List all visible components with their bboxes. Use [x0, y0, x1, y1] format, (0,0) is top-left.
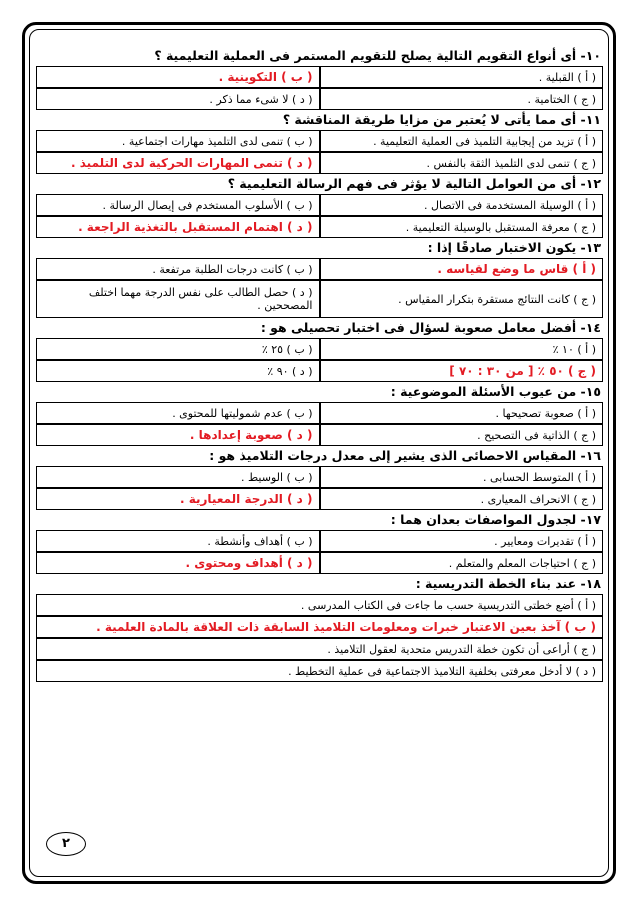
q13-option-a-answer: ( أ ) قاس ما وضع لقياسه . — [320, 258, 604, 280]
q16-option-a: ( أ ) المتوسط الحسابى . — [320, 466, 604, 488]
q17-option-b: ( ب ) أهداف وأنشطة . — [36, 530, 320, 552]
q10-option-d: ( د ) لا شىء مما ذكر . — [36, 88, 320, 110]
question-15-heading: ١٥- من عيوب الأسئلة الموضوعية : — [390, 384, 601, 399]
q15-option-b: ( ب ) عدم شموليتها للمحتوى . — [36, 402, 320, 424]
q13-option-c: ( ج ) كانت النتائج مستقرة بتكرار المقياس . — [320, 280, 604, 318]
q18-option-b-answer: ( ب ) آخذ بعين الاعتبار خبرات ومعلومات التلاميذ السابقة ذات العلاقة بالمادة العلمية . — [36, 616, 603, 638]
q14-option-c-answer: ( ج ) ٥٠ ٪ [ من ٣٠ : ٧٠ ] — [320, 360, 604, 382]
question-10-heading: ١٠- أى أنواع التقويم التالية يصلح للتقويم المستمر فى العملية التعليمية ؟ — [154, 48, 601, 63]
page-number-badge: ٢ — [46, 832, 86, 856]
question-11-heading: ١١- أى مما يأتى لا يُعتبر من مزايا طريقة المناقشة ؟ — [282, 112, 601, 127]
q12-option-a: ( أ ) الوسيلة المستخدمة فى الاتصال . — [320, 194, 604, 216]
q13-option-d: ( د ) حصل الطالب على نفس الدرجة مهما اختلف المصححين . — [36, 280, 320, 318]
q12-option-c: ( ج ) معرفة المستقبل بالوسيلة التعليمية . — [320, 216, 604, 238]
q16-option-c: ( ج ) الانحراف المعيارى . — [320, 488, 604, 510]
q18-option-c: ( ج ) أراعى أن تكون خطة التدريس متحدية لعقول التلاميذ . — [36, 638, 603, 660]
q18-option-d: ( د ) لا أدخل معرفتى بخلفية التلاميذ الاجتماعية فى عملية التخطيط . — [36, 660, 603, 682]
q16-option-b: ( ب ) الوسيط . — [36, 466, 320, 488]
q16-option-d-answer: ( د ) الدرجة المعيارية . — [36, 488, 320, 510]
q12-option-d-answer: ( د ) اهتمام المستقبل بالتغذية الراجعة . — [36, 216, 320, 238]
q17-option-d-answer: ( د ) أهداف ومحتوى . — [36, 552, 320, 574]
q15-option-d-answer: ( د ) صعوبة إعدادها . — [36, 424, 320, 446]
q14-option-d: ( د ) ٩٠ ٪ — [36, 360, 320, 382]
q14-option-b: ( ب ) ٢٥ ٪ — [36, 338, 320, 360]
question-16-heading: ١٦- المقياس الاحصائى الذى يشير إلى معدل درجات التلاميذ هو : — [209, 448, 601, 463]
q12-option-b: ( ب ) الأسلوب المستخدم فى إيصال الرسالة . — [36, 194, 320, 216]
question-17-heading: ١٧- لجدول المواصفات بعدان هما : — [390, 512, 601, 527]
q14-option-a: ( أ ) ١٠ ٪ — [320, 338, 604, 360]
q11-option-b: ( ب ) تنمى لدى التلميذ مهارات اجتماعية . — [36, 130, 320, 152]
q17-option-a: ( أ ) تقديرات ومعايير . — [320, 530, 604, 552]
q15-option-c: ( ج ) الذاتية فى التصحيح . — [320, 424, 604, 446]
q10-option-a: ( أ ) القبلية . — [320, 66, 604, 88]
q13-option-b: ( ب ) كانت درجات الطلبة مرتفعة . — [36, 258, 320, 280]
q17-option-c: ( ج ) احتياجات المعلم والمتعلم . — [320, 552, 604, 574]
q10-option-c: ( ج ) الختامية . — [320, 88, 604, 110]
q11-option-a: ( أ ) تزيد من إيجابية التلميذ فى العملية التعليمية . — [320, 130, 604, 152]
q18-option-a: ( أ ) أضع خطتى التدريسية حسب ما جاءت فى الكتاب المدرسى . — [36, 594, 603, 616]
question-14-heading: ١٤- أفضل معامل صعوبة لسؤال فى اختبار تحصيلى هو : — [260, 320, 601, 335]
q11-option-d-answer: ( د ) تنمى المهارات الحركية لدى التلميذ . — [36, 152, 320, 174]
question-12-heading: ١٢- أى من العوامل التالية لا يؤثر فى فهم الرسالة التعليمية ؟ — [227, 176, 601, 191]
question-13-heading: ١٣- يكون الاختبار صادقًا إذا : — [427, 240, 601, 255]
q15-option-a: ( أ ) صعوبة تصحيحها . — [320, 402, 604, 424]
question-18-heading: ١٨- عند بناء الخطة التدريسية : — [415, 576, 601, 591]
q11-option-c: ( ج ) تنمى لدى التلميذ الثقة بالنفس . — [320, 152, 604, 174]
questions-container — [36, 46, 603, 682]
q10-option-b-answer: ( ب ) التكوينية . — [36, 66, 320, 88]
